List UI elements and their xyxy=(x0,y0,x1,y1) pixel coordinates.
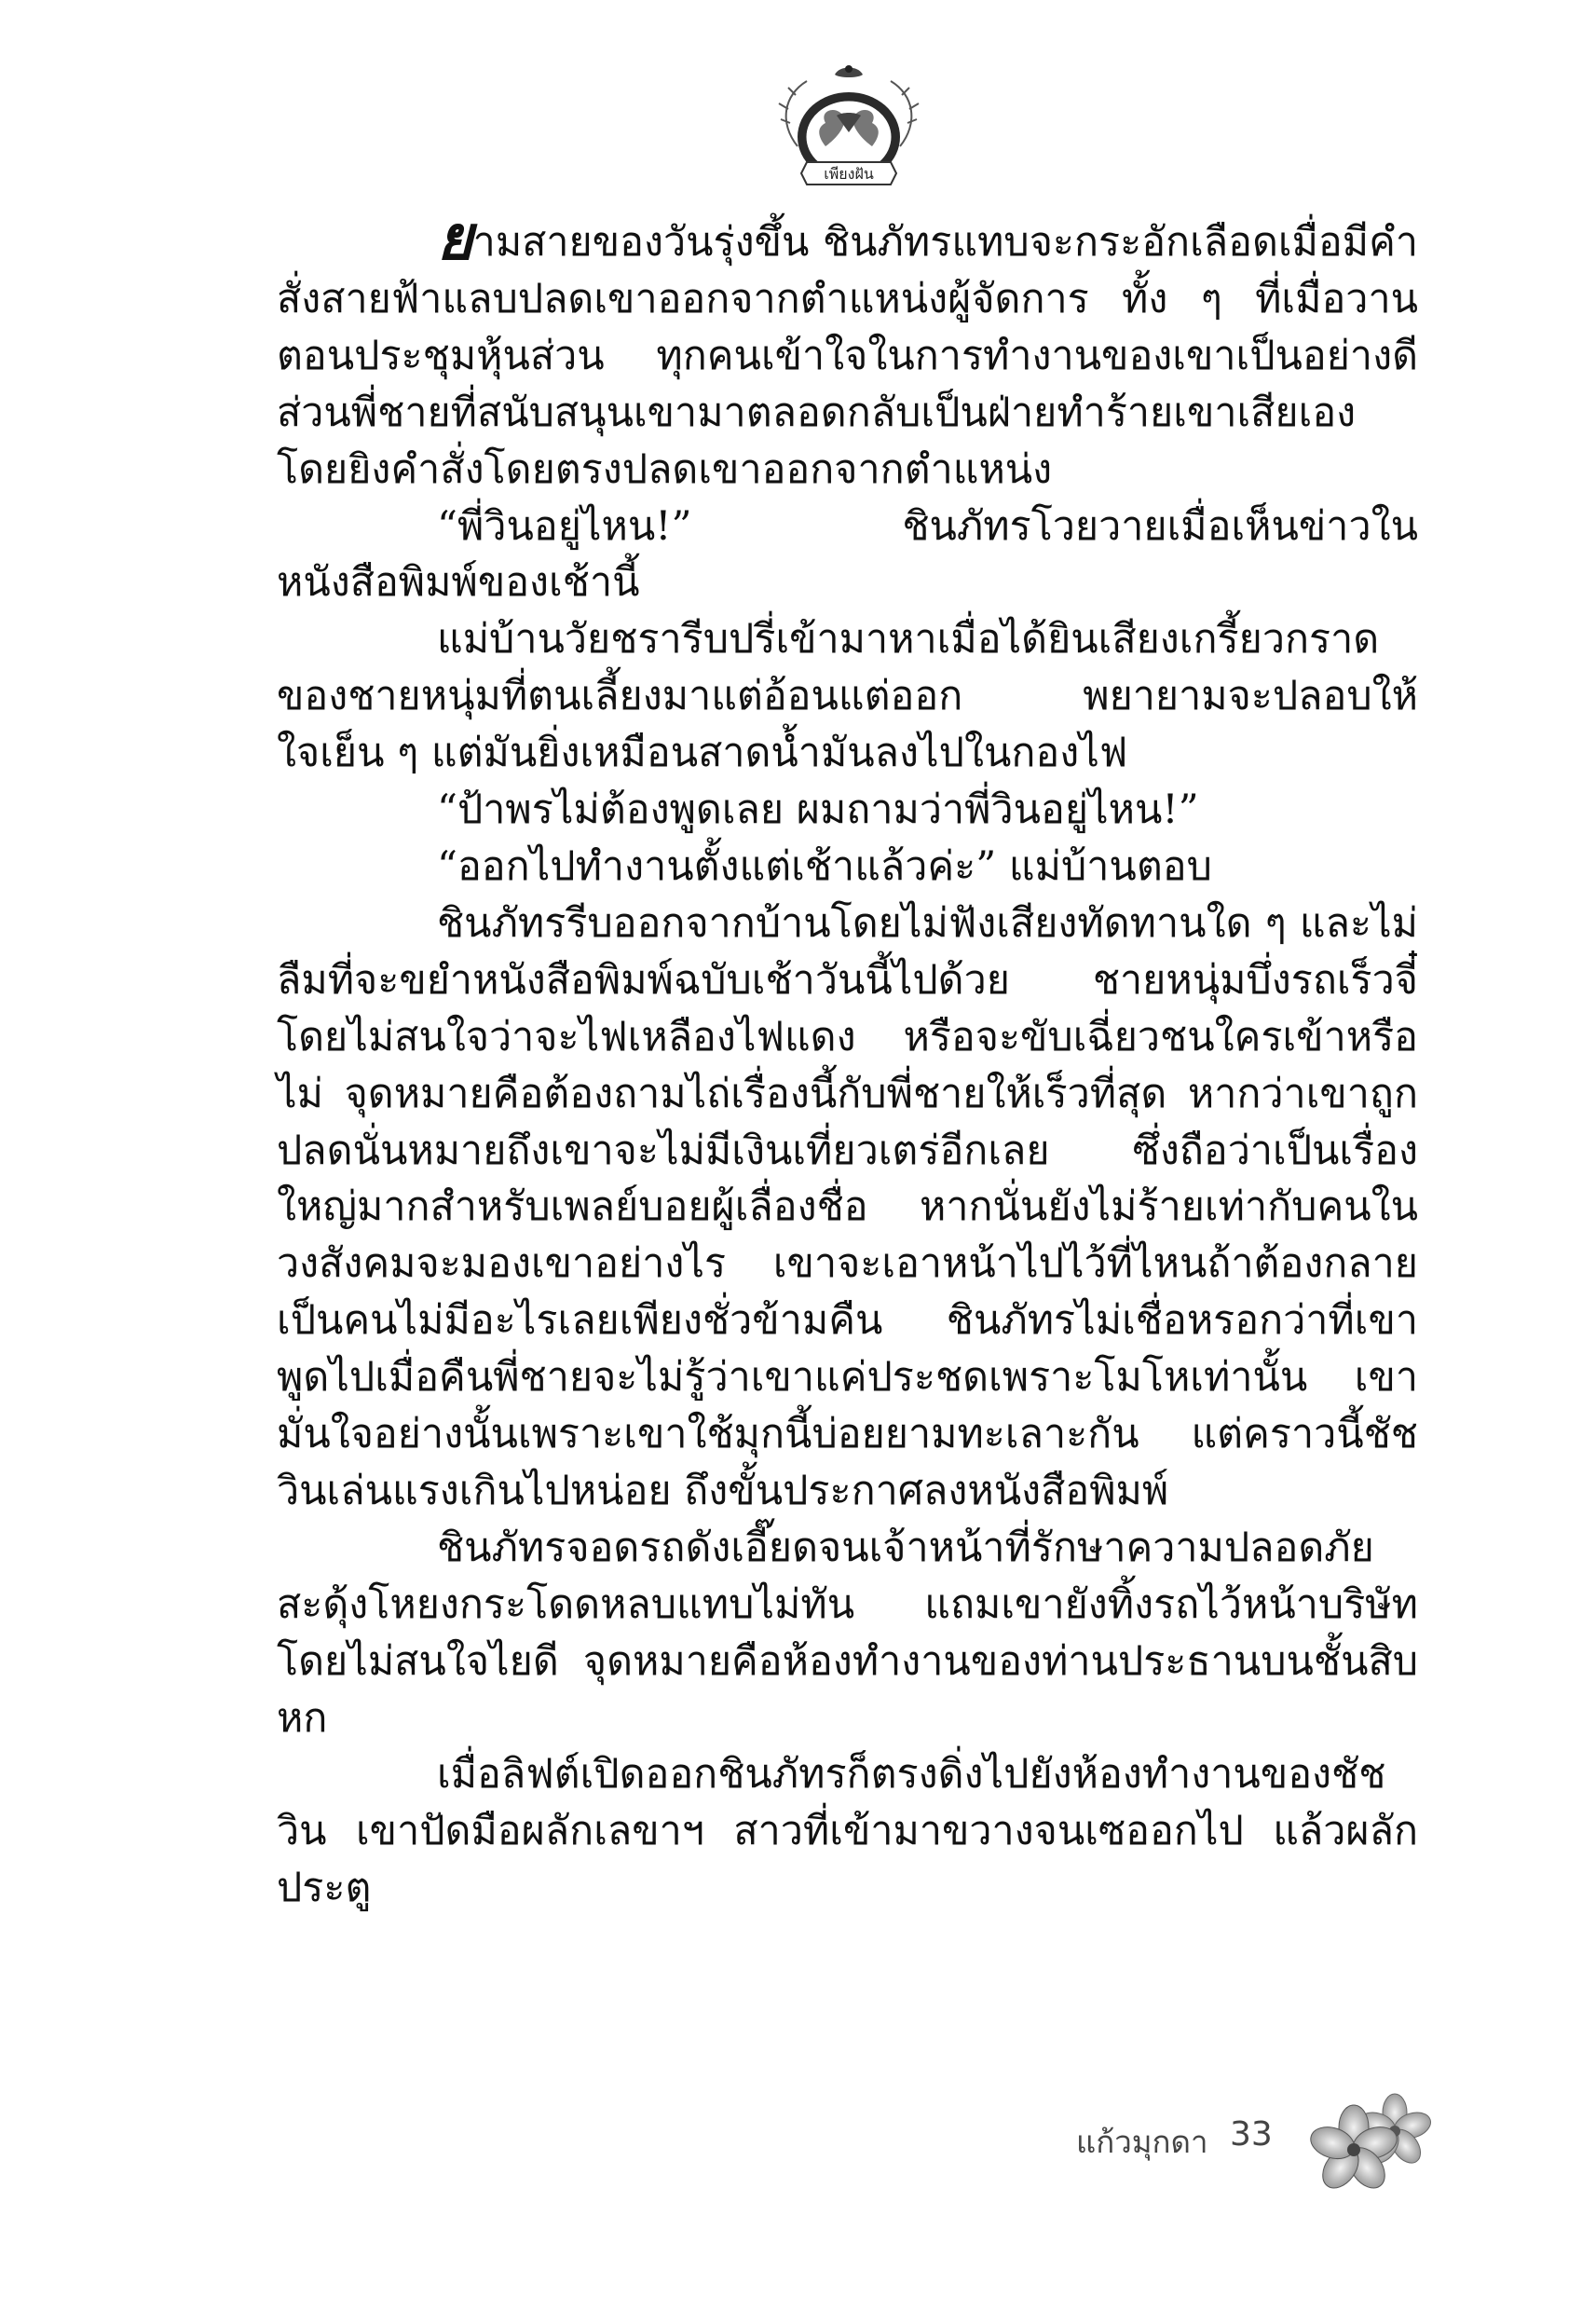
paragraph-8: เมื่อลิฟต์เปิดออกชินภัทรก็ตรงดิ่งไปยังห้องทำงานของชัชวิน เขาปัดมือผลักเลขาฯ สาวที่เข้ามาขวางจนเซออกไป แล้วผลักประตู xyxy=(277,1751,1418,1912)
winged-heart-emblem-icon xyxy=(770,58,928,198)
emblem-label: เพียงฝัน xyxy=(824,165,874,183)
paragraph-5: “ออกไปทำงานตั้งแต่เช้าแล้วค่ะ” แม่บ้านตอบ xyxy=(437,842,1212,890)
paragraph-1 xyxy=(277,202,1418,499)
paragraph-7: ชินภัทรจอดรถดังเอี๊ยดจนเจ้าหน้าที่รักษาความปลอดภัยสะดุ้งโหยงกระโดดหลบแทบไม่ทัน แถมเขายังทิ้งรถไว้หน้าบริษัทโดยไม่สนใจไยดี จุดหมายคือห้องทำงานของท่านประธานบนชั้นสิบหก xyxy=(277,1524,1418,1742)
page-number: 33 xyxy=(1230,2115,1273,2154)
paragraph-text: ามสายของวันรุ่งขึ้น ชินภัทรแทบจะกระอักเลือดเมื่อมีคำสั่งสายฟ้าแลบปลดเขาออกจากตำแหน่งผู้จัดการ ทั้ง ๆ ที่เมื่อวานตอนประชุมหุ้นส่วน ทุกคนเข้าใจในการทำงานของเขาเป็นอย่างดี ส่วนพี่ชายที่สนับสนุนเขามาตลอดกลับเป็นฝ่ายทำร้ายเขาเสียเอง โดยยิงคำสั่งโดยตรงปลดเขาออกจากตำแหน่ง xyxy=(277,219,1418,493)
book-title: แก้วมุกดา xyxy=(1076,2124,1208,2160)
chapter-text xyxy=(277,202,1418,1917)
paragraph-4: “ป้าพรไม่ต้องพูดเลย ผมถามว่าพี่วินอยู่ไหน!” xyxy=(437,786,1199,834)
paragraph-6: ชินภัทรรีบออกจากบ้านโดยไม่ฟังเสียงทัดทานใด ๆ และไม่ลืมที่จะขยำหนังสือพิมพ์ฉบับเช้าวันนี้ไปด้วย ชายหนุ่มบึ่งรถเร็วจี๋โดยไม่สนใจว่าจะไฟเหลืองไฟแดง หรือจะขับเฉี่ยวชนใครเข้าหรือไม่ จุดหมายคือต้องถามไถ่เรื่องนี้กับพี่ชายให้เร็วที่สุด หากว่าเขาถูกปลดนั่นหมายถึงเขาจะไม่มีเงินเที่ยวเตร่อีกเลย ซึ่งถือว่าเป็นเรื่องใหญ่มากสำหรับเพลย์บอยผู้เลื่องชื่อ หากนั่นยังไม่ร้ายเท่ากับคนในวงสังคมจะมองเขาอย่างไร เขาจะเอาหน้าไปไว้ที่ไหนถ้าต้องกลายเป็นคนไม่มีอะไรเลยเพียงชั่วข้ามคืน ชินภัทรไม่เชื่อหรอกว่าที่เขาพูดไปเมื่อคืนพี่ชายจะไม่รู้ว่าเขาแค่ประชดเพราะโมโหเท่านั้น เขามั่นใจอย่างนั้นเพราะเขาใช้มุกนี้บ่อยยามทะเลาะกัน แต่คราวนี้ชัชวินเล่นแรงเกินไปหน่อย ถึงขั้นประกาศลงหนังสือพิมพ์ xyxy=(277,899,1418,1514)
dropcap: ย xyxy=(437,202,473,274)
paragraph-2: “พี่วินอยู่ไหน!” ชินภัทรโวยวายเมื่อเห็นข่าวในหนังสือพิมพ์ของเช้านี้ xyxy=(277,502,1418,607)
paragraph-3: แม่บ้านวัยชรารีบปรี่เข้ามาหาเมื่อได้ยินเสียงเกรี้ยวกราดของชายหนุ่มที่ตนเลี้ยงมาแต่อ้อนแต่ออก พยายามจะปลอบให้ใจเย็น ๆ แต่มันยิ่งเหมือนสาดน้ำมันลงไปในกองไฟ xyxy=(277,616,1418,777)
flower-ornament-icon xyxy=(1309,2092,1439,2195)
page-footer xyxy=(1048,2106,1439,2199)
